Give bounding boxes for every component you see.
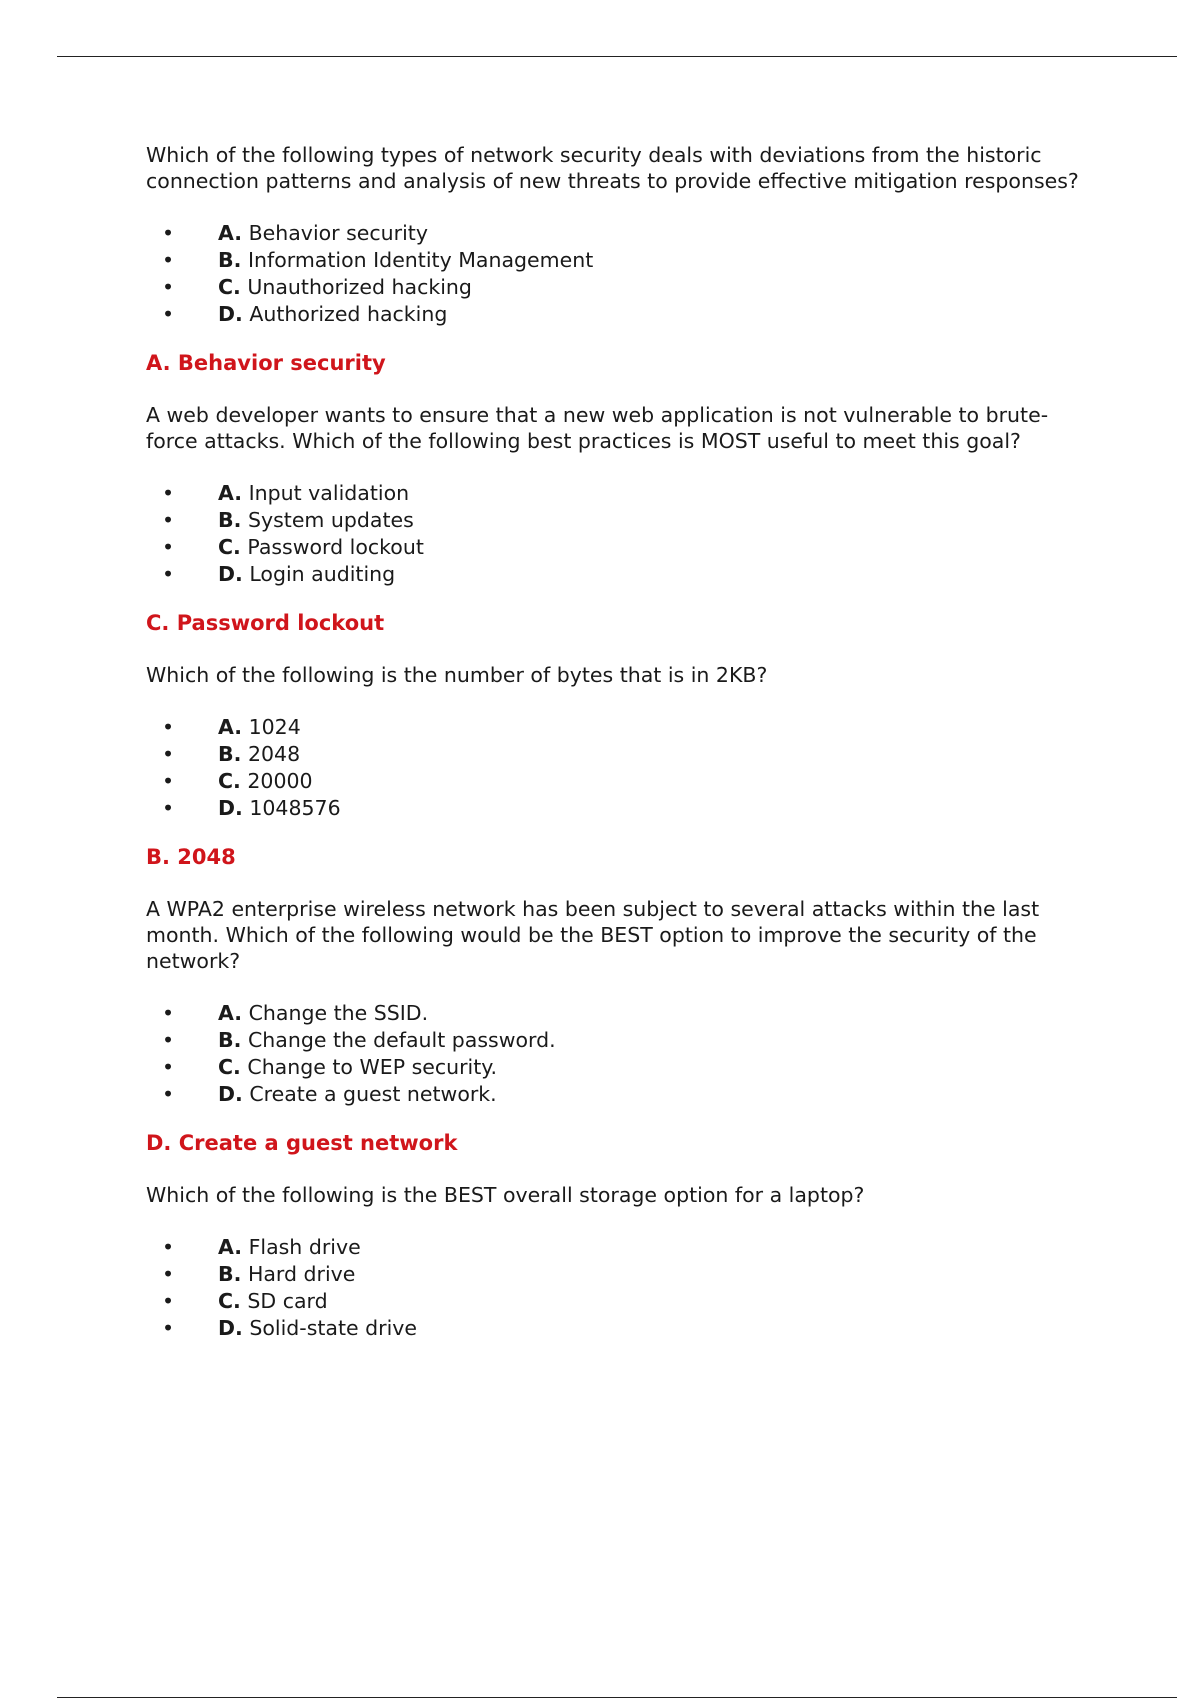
option-letter: B.	[218, 248, 242, 272]
question-text: A web developer wants to ensure that a new web application is not vulnerable to brute-force attacks. Which of the following best practices is MOST useful to meet this goal?	[146, 403, 1049, 453]
option-text: Change the default password.	[247, 1028, 556, 1052]
option-letter: A.	[218, 481, 243, 505]
option-letter: A.	[218, 1001, 243, 1025]
option-text: SD card	[247, 1289, 328, 1313]
question-block	[146, 1182, 1086, 1342]
option-letter: C.	[218, 1055, 241, 1079]
bullet-icon: •	[162, 1316, 175, 1340]
option-letter: A.	[218, 1235, 243, 1259]
option-text: Authorized hacking	[249, 302, 448, 326]
option-text: Behavior security	[248, 221, 428, 245]
option-text: Change the SSID.	[248, 1001, 429, 1025]
question-block	[146, 662, 1086, 870]
option-item	[146, 561, 1086, 588]
question-block	[146, 142, 1086, 376]
option-text: Create a guest network.	[249, 1082, 497, 1106]
option-item	[146, 1234, 1086, 1261]
option-list	[146, 480, 1086, 588]
option-text: 1024	[248, 715, 301, 739]
option-letter: C.	[218, 1289, 241, 1313]
bullet-icon: •	[162, 302, 175, 326]
option-letter: D.	[218, 562, 243, 586]
bullet-icon: •	[162, 1082, 175, 1106]
option-item	[146, 301, 1086, 328]
option-item	[146, 274, 1086, 301]
option-letter: D.	[218, 1082, 243, 1106]
bullet-icon: •	[162, 769, 175, 793]
option-text: Flash drive	[248, 1235, 361, 1259]
option-text: Information Identity Management	[247, 248, 594, 272]
option-item	[146, 1027, 1086, 1054]
bullet-icon: •	[162, 742, 175, 766]
bullet-icon: •	[162, 562, 175, 586]
option-text: Unauthorized hacking	[247, 275, 472, 299]
option-item	[146, 480, 1086, 507]
option-text: Change to WEP security.	[247, 1055, 498, 1079]
option-item	[146, 714, 1086, 741]
footer-rule	[57, 1697, 1177, 1698]
option-item	[146, 1315, 1086, 1342]
option-item	[146, 768, 1086, 795]
option-letter: C.	[218, 275, 241, 299]
question-text: Which of the following is the BEST overall storage option for a laptop?	[146, 1183, 865, 1207]
option-text: Solid-state drive	[249, 1316, 418, 1340]
option-letter: B.	[218, 1028, 242, 1052]
option-text: Hard drive	[247, 1262, 356, 1286]
question-text: Which of the following types of network security deals with deviations from the historic connection patterns and analysis of new threats to provide effective mitigation responses?	[146, 143, 1079, 193]
header-rule	[57, 56, 1177, 57]
answer-text: D. Create a guest network	[146, 1131, 458, 1155]
option-letter: D.	[218, 1316, 243, 1340]
option-letter: C.	[218, 535, 241, 559]
option-letter: C.	[218, 769, 241, 793]
bullet-icon: •	[162, 1262, 175, 1286]
bullet-icon: •	[162, 535, 175, 559]
option-item	[146, 1288, 1086, 1315]
option-list	[146, 1000, 1086, 1108]
option-text: Login auditing	[249, 562, 396, 586]
bullet-icon: •	[162, 1289, 175, 1313]
option-item	[146, 247, 1086, 274]
option-letter: D.	[218, 796, 243, 820]
option-text: 20000	[247, 769, 313, 793]
bullet-icon: •	[162, 508, 175, 532]
bullet-icon: •	[162, 1028, 175, 1052]
option-item	[146, 534, 1086, 561]
answer-text: A. Behavior security	[146, 351, 386, 375]
bullet-icon: •	[162, 221, 175, 245]
option-letter: D.	[218, 302, 243, 326]
bullet-icon: •	[162, 1001, 175, 1025]
bullet-icon: •	[162, 796, 175, 820]
question-block	[146, 896, 1086, 1156]
option-item	[146, 741, 1086, 768]
question-text: A WPA2 enterprise wireless network has been subject to several attacks within the last month. Which of the following would be the BEST option to improve the security of the network?	[146, 897, 1040, 973]
option-list	[146, 1234, 1086, 1342]
document-body	[146, 142, 1086, 1364]
option-item	[146, 795, 1086, 822]
bullet-icon: •	[162, 248, 175, 272]
option-item	[146, 507, 1086, 534]
option-text: 2048	[247, 742, 301, 766]
bullet-icon: •	[162, 715, 175, 739]
option-list	[146, 220, 1086, 328]
option-letter: A.	[218, 715, 243, 739]
option-item	[146, 1054, 1086, 1081]
option-item	[146, 220, 1086, 247]
option-letter: B.	[218, 1262, 242, 1286]
option-item	[146, 1081, 1086, 1108]
option-item	[146, 1261, 1086, 1288]
option-text: System updates	[247, 508, 414, 532]
option-text: Password lockout	[247, 535, 424, 559]
bullet-icon: •	[162, 481, 175, 505]
option-item	[146, 1000, 1086, 1027]
option-text: 1048576	[249, 796, 341, 820]
option-letter: B.	[218, 742, 242, 766]
question-text: Which of the following is the number of bytes that is in 2KB?	[146, 663, 768, 687]
option-letter: B.	[218, 508, 242, 532]
option-text: Input validation	[248, 481, 410, 505]
answer-text: B. 2048	[146, 845, 236, 869]
option-letter: A.	[218, 221, 243, 245]
bullet-icon: •	[162, 1055, 175, 1079]
option-list	[146, 714, 1086, 822]
bullet-icon: •	[162, 275, 175, 299]
question-block	[146, 402, 1086, 636]
answer-text: C. Password lockout	[146, 611, 385, 635]
bullet-icon: •	[162, 1235, 175, 1259]
